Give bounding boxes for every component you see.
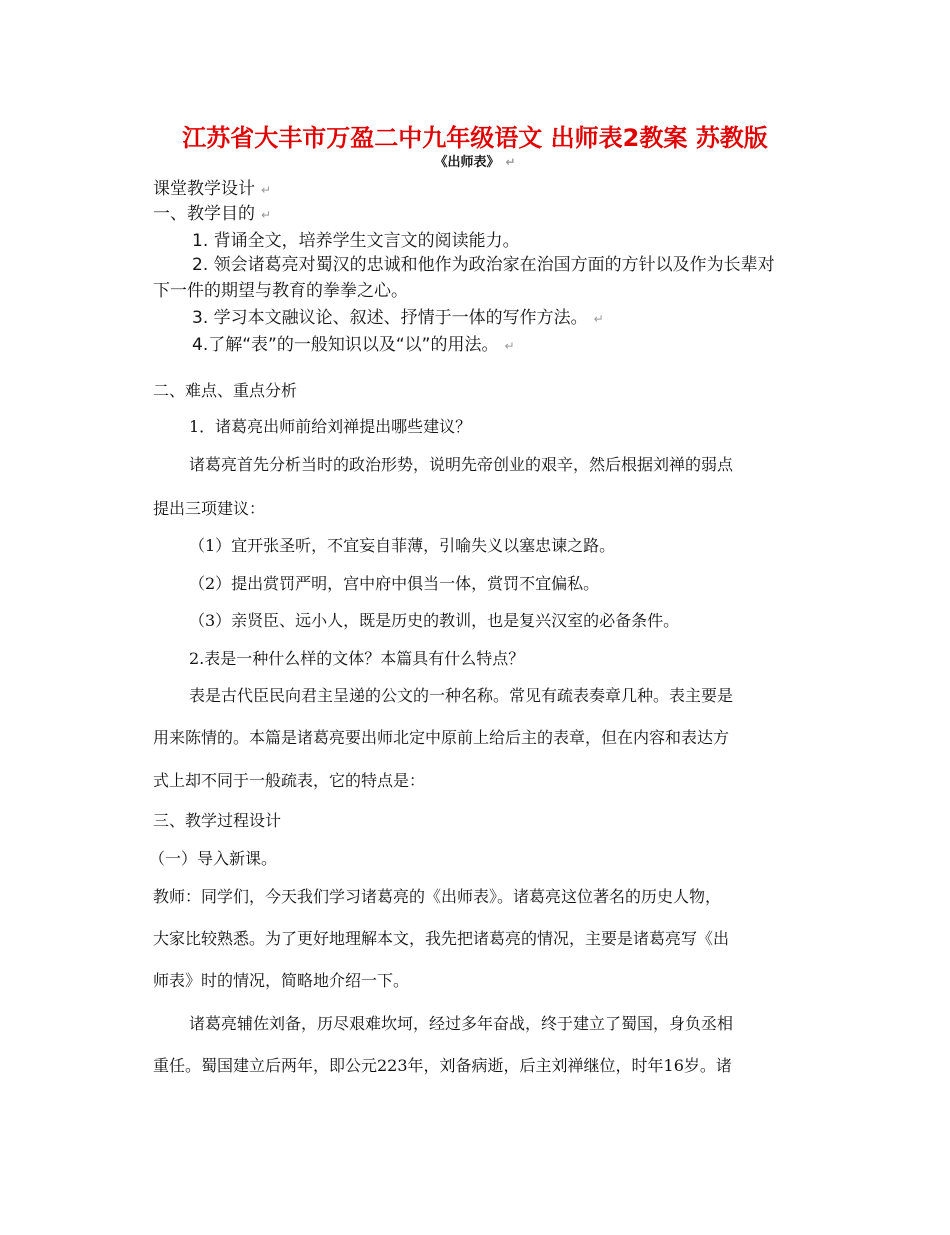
suggestion-1: （1）宜开张圣听，不宜妄自菲薄，引喻失义以塞忠谏之路。 [189,536,616,555]
paragraph-mark-icon: ↵ [504,339,515,353]
paragraph-line-1: 诸葛亮辅佐刘备，历尽艰难坎坷，经过多年奋战，终于建立了蜀国，身负丞相 [189,1014,734,1033]
section-3-heading: 三、教学过程设计 [153,811,282,830]
goal-2-line-1: 2. 领会诸葛亮对蜀汉的忠诚和他作为政治家在治国方面的方针以及作为长辈对 [192,255,775,275]
teacher-line-1: 教师：同学们，今天我们学习诸葛亮的《出师表》。诸葛亮这位著名的历史人物， [153,887,722,906]
goal-4 [192,330,515,355]
answer-2-line-2: 用来陈情的。本篇是诸葛亮要出师北定中原前上给后主的表章，但在内容和表达方 [153,728,730,747]
teacher-line-2: 大家比较熟悉。为了更好地理解本文，我先把诸葛亮的情况，主要是诸葛亮写《出 [153,929,730,948]
scan-heading-text: 课堂教学设计 [153,179,255,199]
section-2-heading: 二、难点、重点分析 [153,381,298,400]
suggestion-3: （3）亲贤臣、远小人，既是历史的教训，也是复兴汉室的必备条件。 [189,611,680,630]
subsection-1-heading: （一）导入新课。 [149,849,278,868]
answer-2-line-1: 表是古代臣民向君主呈递的公文的一种名称。常见有疏表奏章几种。表主要是 [189,686,734,705]
teacher-line-3: 师表》时的情况，简略地介绍一下。 [153,971,410,990]
goal-3 [192,303,604,328]
subtitle-text: 《出师表》 [434,155,500,170]
goal-4-text: 4.了解“表”的一般知识以及“以”的用法。 [192,335,499,355]
paragraph-mark-icon: ↵ [593,312,604,326]
scan-section-1 [153,199,271,224]
scan-heading [153,174,271,199]
answer-1-line-2: 提出三项建议： [153,499,266,518]
paragraph-mark-icon: ↵ [261,183,272,197]
paragraph-mark-icon: ↵ [505,155,516,169]
answer-1-line-1: 诸葛亮首先分析当时的政治形势，说明先帝创业的艰辛，然后根据刘禅的弱点 [189,455,734,474]
paragraph-line-2: 重任。蜀国建立后两年，即公元223年，刘备病逝，后主刘禅继位，时年16岁。诸 [153,1056,732,1075]
question-2: 2.表是一种什么样的文体？本篇具有什么特点？ [189,649,525,668]
goal-3-text: 3. 学习本文融议论、叙述、抒情于一体的写作方法。 [192,308,588,328]
document-title: 江苏省大丰市万盈二中九年级语文 出师表2教案 苏教版 [182,124,768,152]
goal-2-line-2: 下一件的期望与教育的拳拳之心。 [153,281,408,301]
scan-section-1-text: 一、教学目的 [153,204,255,224]
question-1: 1．诸葛亮出师前给刘禅提出哪些建议？ [189,417,472,436]
goal-1: 1. 背诵全文，培养学生文言文的阅读能力。 [192,231,520,251]
paragraph-mark-icon: ↵ [261,208,272,222]
answer-2-line-3: 式上却不同于一般疏表，它的特点是： [153,771,426,790]
suggestion-2: （2）提出赏罚严明，宫中府中俱当一体，赏罚不宜偏私。 [189,574,600,593]
